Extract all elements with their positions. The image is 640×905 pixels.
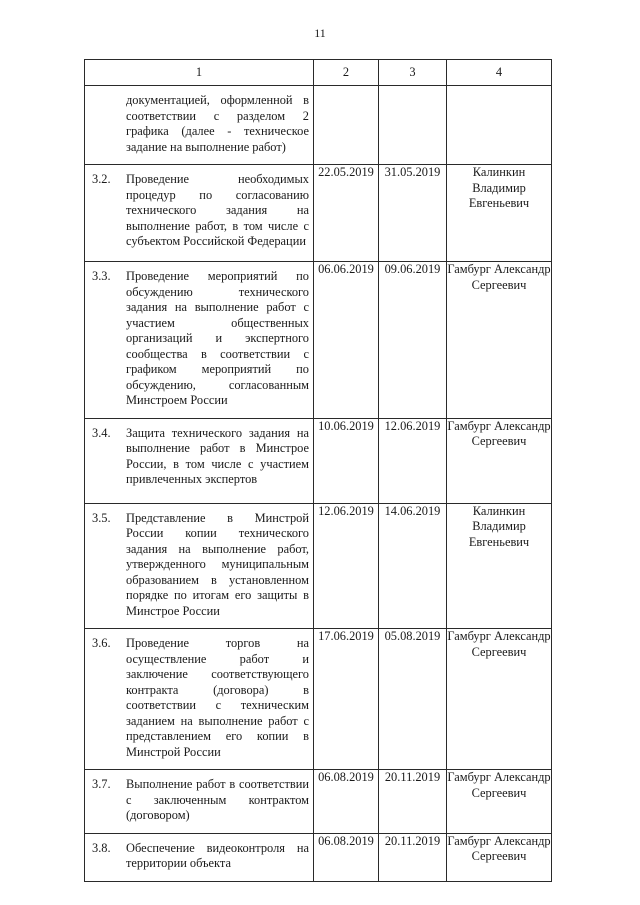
row-description: Проведение необходимых процедур по согласованию технического задания на выполнение работ, в том числе с субъектом Российской Федерации <box>126 172 309 248</box>
responsible-person-cell: Гамбург Александр Сергеевич <box>447 833 552 881</box>
end-date-cell: 31.05.2019 <box>379 165 447 262</box>
start-date-cell: 10.06.2019 <box>314 418 379 503</box>
work-description-cell <box>85 418 314 503</box>
start-date-cell <box>314 86 379 165</box>
responsible-person-cell: Гамбург Александр Сергеевич <box>447 262 552 419</box>
table-row <box>85 503 552 629</box>
end-date-cell: 05.08.2019 <box>379 629 447 770</box>
work-description-cell <box>85 833 314 881</box>
row-description: Защита технического задания на выполнение работ в Минстрое России, в том числе с участием привлеченных экспертов <box>126 425 309 486</box>
table-row <box>85 86 552 165</box>
work-description-cell <box>85 165 314 262</box>
responsible-person-cell <box>447 86 552 165</box>
table-row <box>85 770 552 834</box>
row-number: 3.5. <box>92 510 111 525</box>
row-number: 3.8. <box>92 840 111 855</box>
row-number: 3.3. <box>92 269 111 283</box>
column-header-4: 4 <box>447 60 552 86</box>
end-date-cell: 20.11.2019 <box>379 833 447 881</box>
responsible-person-cell: Гамбург Александр Сергеевич <box>447 418 552 503</box>
work-description-cell <box>85 629 314 770</box>
end-date-cell: 12.06.2019 <box>379 418 447 503</box>
table-row <box>85 165 552 262</box>
column-header-1: 1 <box>85 60 314 86</box>
work-description-cell <box>85 86 314 165</box>
column-header-3: 3 <box>379 60 447 86</box>
responsible-person-cell: Калинкин Владимир Евгеньевич <box>447 503 552 629</box>
work-description-cell <box>85 503 314 629</box>
table-row <box>85 629 552 770</box>
table-row <box>85 833 552 881</box>
row-description: Обеспечение видеоконтроля на территории объекта <box>126 840 309 870</box>
start-date-cell: 17.06.2019 <box>314 629 379 770</box>
row-number: 3.7. <box>92 777 111 791</box>
work-description-cell <box>85 770 314 834</box>
start-date-cell: 22.05.2019 <box>314 165 379 262</box>
row-description: документацией, оформленной в соответствии с разделом 2 графика (далее - техническое задание на выполнение работ) <box>126 93 309 154</box>
table-row <box>85 418 552 503</box>
table-row <box>85 262 552 419</box>
responsible-person-cell: Гамбург Александр Сергеевич <box>447 629 552 770</box>
column-header-2: 2 <box>314 60 379 86</box>
row-number <box>89 93 126 155</box>
row-description: Проведение торгов на осуществление работ и заключение соответствующего контракта (договора) в соответствии с техническим заданием на выполнение работ с представлением его копии в Минстрой России <box>126 636 309 759</box>
row-number: 3.2. <box>92 172 111 186</box>
work-description-cell <box>85 262 314 419</box>
start-date-cell: 06.06.2019 <box>314 262 379 419</box>
end-date-cell: 09.06.2019 <box>379 262 447 419</box>
start-date-cell: 06.08.2019 <box>314 833 379 881</box>
row-description: Проведение мероприятий по обсуждению технического задания на выполнение работ с участием общественных организаций и экспертного сообщества в соответствии с графиком мероприятий по обсуждению, согласованным Минстроем России <box>126 269 309 407</box>
end-date-cell: 14.06.2019 <box>379 503 447 629</box>
responsible-person-cell: Гамбург Александр Сергеевич <box>447 770 552 834</box>
start-date-cell: 06.08.2019 <box>314 770 379 834</box>
table-header-row <box>85 60 552 86</box>
row-number: 3.6. <box>92 636 111 650</box>
end-date-cell <box>379 86 447 165</box>
page-number: 11 <box>314 26 326 40</box>
row-description: Выполнение работ в соответствии с заключенным контрактом (договором) <box>126 777 309 822</box>
start-date-cell: 12.06.2019 <box>314 503 379 629</box>
row-description: Представление в Минстрой России копии технического задания на выполнение работ, утвержденного муниципальным образованием в установленном порядке по итогам его защиты в Минстрое России <box>126 510 309 618</box>
responsible-person-cell: Калинкин Владимир Евгеньевич <box>447 165 552 262</box>
end-date-cell: 20.11.2019 <box>379 770 447 834</box>
row-number: 3.4. <box>92 425 111 440</box>
schedule-table <box>84 59 552 882</box>
